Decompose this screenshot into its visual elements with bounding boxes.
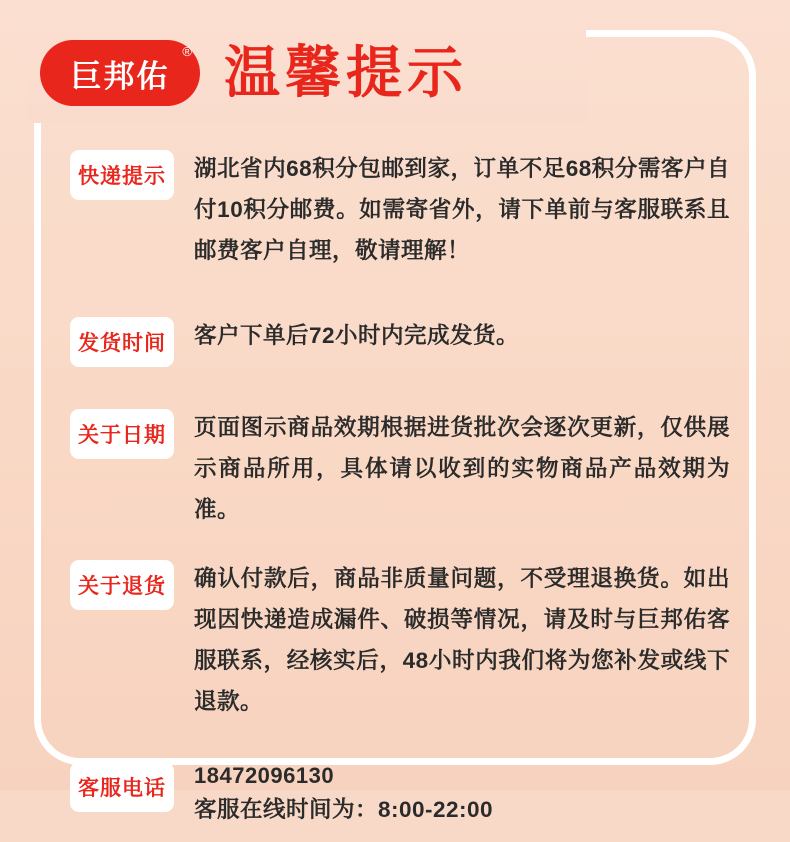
brand-logo	[40, 40, 200, 106]
page-title: 温馨提示	[224, 41, 468, 104]
customer-service-block	[194, 760, 730, 828]
notice-text: 确认付款后，商品非质量问题，不受理退换货。如出现因快递造成漏件、破损等情况，请及时与巨邦佑客服联系，经核实后，48小时内我们将为您补发或线下退款。	[194, 566, 730, 714]
notice-row-date	[70, 407, 730, 530]
poster-header	[40, 40, 468, 106]
notice-tag: 发货时间	[70, 317, 174, 367]
notice-text: 页面图示商品效期根据进货批次会逐次更新，仅供展示商品所用，具体请以收到的实物商品产品效期为准。	[194, 415, 730, 522]
notice-list	[70, 148, 730, 842]
notice-row-express	[70, 148, 730, 271]
notice-row-returns	[70, 558, 730, 722]
notice-row-customer-service	[70, 760, 730, 828]
notice-tag: 关于退货	[70, 560, 174, 610]
notice-tag: 客服电话	[70, 762, 174, 812]
notice-text: 客户下单后72小时内完成发货。	[194, 323, 520, 348]
notice-row-shipping-time	[70, 315, 730, 367]
notice-text: 湖北省内68积分包邮到家，订单不足68积分需客户自付10积分邮费。如需寄省外，请下单前与客服联系且邮费客户自理，敬请理解！	[194, 156, 730, 263]
notice-tag: 关于日期	[70, 409, 174, 459]
notice-tag: 快递提示	[70, 150, 174, 200]
registered-mark-icon: ®	[182, 44, 192, 59]
customer-service-phone[interactable]: 18472096130	[194, 763, 335, 788]
customer-service-hours: 客服在线时间为：8:00-22:00	[194, 797, 494, 822]
brand-logo-text: 巨邦佑	[70, 58, 170, 94]
